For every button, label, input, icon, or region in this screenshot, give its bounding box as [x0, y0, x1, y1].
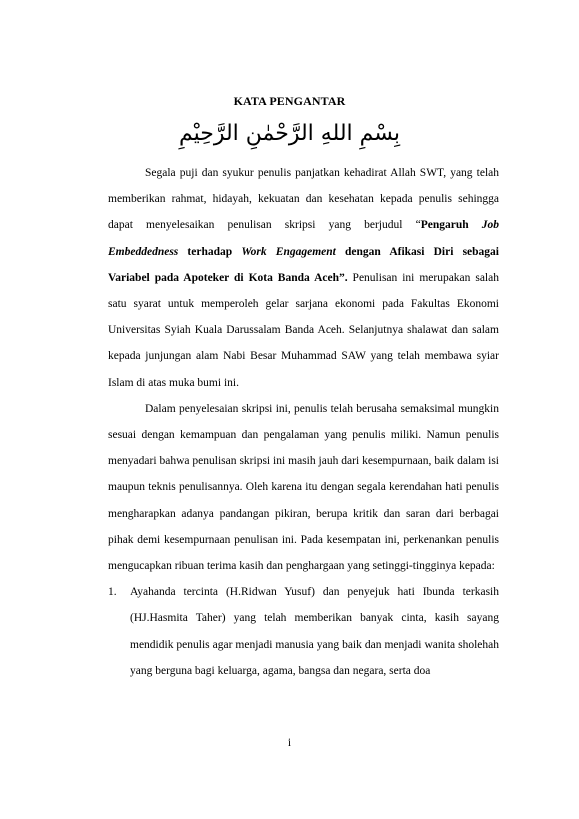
body-text: [108, 160, 499, 684]
list-item: [108, 579, 499, 684]
paragraph-1-intro: Segala puji dan syukur penulis panjatkan kehadirat Allah SWT, yang telah memberikan rahmat, hidayah, kekuatan dan kesehatan kepada penulis sehingga dapat menyelesaikan penulisan skripsi yang berjudul “: [108, 167, 499, 232]
list-item-number: 1.: [108, 586, 117, 599]
thesis-title-part-c: terhadap: [178, 245, 242, 258]
thesis-title-part-b: Job Embeddedness: [108, 219, 500, 258]
thesis-title-part-d: Work Engagement: [241, 245, 336, 258]
page-number: i: [287, 737, 292, 749]
paragraph-2: Dalam penyelesaian skripsi ini, penulis telah berusaha semaksimal mungkin sesuai dengan kemampuan dan pengalaman yang penulis miliki. Namun penulis menyadari bahwa penulisan skripsi ini masih jauh dari kesempurnaan, baik dalam isi maupun teknis penulisannya. Oleh karena itu dengan segala kerendahan hati penulis mengharapkan adanya pandangan pikiran, berupa kritik dan saran dari berbagai pihak demi kesempurnaan penulisan ini. Pada kesempatan ini, perkenankan penulis mengucapkan ribuan terima kasih dan penghargaan yang setinggi-tingginya kepada:: [108, 402, 499, 573]
bismillah-text: بِسْمِ اللهِ الرَّحْمٰنِ الرَّحِيْمِ: [178, 121, 401, 146]
thesis-title-part-e: dengan Afikasi Diri sebagai Variabel pada Apoteker di Kota Banda Aceh”.: [108, 245, 499, 284]
bismillah-calligraphy: [0, 116, 579, 152]
paragraph-1-rest: Penulisan ini merupakan salah satu syarat untuk memperoleh gelar sarjana ekonomi pada Fakultas Ekonomi Universitas Syiah Kuala Darussalam Banda Aceh. Selanjutnya shalawat dan salam kepada junjungan alam Nabi Besar Muhammad SAW yang telah membawa syiar Islam di atas muka bumi ini.: [108, 271, 499, 389]
page-title: KATA PENGANTAR: [233, 94, 346, 108]
paragraph-1: [108, 160, 499, 396]
thesis-title-part-a: Pengaruh: [420, 219, 482, 232]
list-item-text: Ayahanda tercinta (H.Ridwan Yusuf) dan penyejuk hati Ibunda terkasih (HJ.Hasmita Taher) yang telah memberikan banyak cinta, kasih sayang mendidik penulis agar menjadi manusia yang baik dan menjadi wanita sholehah yang berguna bagi keluarga, agama, bangsa dan negara, serta doa: [130, 586, 499, 677]
acknowledgement-list: [108, 579, 499, 684]
